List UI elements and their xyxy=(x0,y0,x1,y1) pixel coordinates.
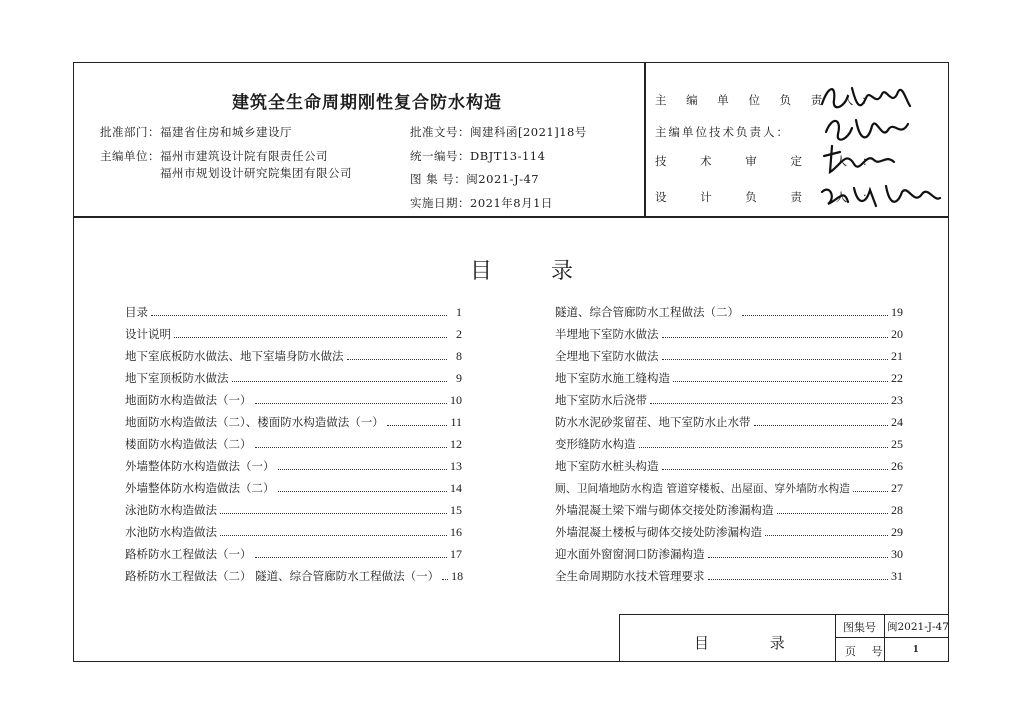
signature-4 xyxy=(818,180,943,212)
toc-dot-leader xyxy=(232,381,448,382)
toc-entry-title: 地面防水构造做法（一） xyxy=(125,393,252,407)
atlas-number: 图 集 号：闽2021-J-47 xyxy=(410,172,540,186)
toc-entry-title: 地下室底板防水做法、地下室墙身防水做法 xyxy=(125,349,344,363)
toc-entry[interactable] xyxy=(555,522,903,540)
toc-entry[interactable] xyxy=(555,478,903,496)
toc-entry[interactable] xyxy=(125,412,462,430)
toc-heading: 目 录 xyxy=(470,259,599,284)
toc-entry-title: 地下室防水施工缝构造 xyxy=(555,371,670,385)
toc-dot-leader xyxy=(765,535,888,536)
atlas-title: 建筑全生命周期刚性复合防水构造 xyxy=(232,93,502,113)
toc-entry[interactable] xyxy=(555,500,903,518)
toc-entry[interactable] xyxy=(555,324,903,342)
chief-tech-head-label: 主编单位技术负责人： xyxy=(655,125,790,139)
toc-entry-page: 21 xyxy=(891,349,903,363)
toc-dot-leader xyxy=(708,557,889,558)
title-block-name: 目 录 xyxy=(694,634,813,652)
title-block-top-rule xyxy=(619,614,949,615)
toc-dot-leader xyxy=(255,557,448,558)
title-block-mid-rule xyxy=(835,637,949,638)
toc-entry-page: 29 xyxy=(891,525,903,539)
toc-entry-title: 全生命周期防水技术管理要求 xyxy=(555,569,705,583)
toc-entry-page: 31 xyxy=(891,569,903,583)
toc-entry[interactable] xyxy=(125,346,462,364)
toc-dot-leader xyxy=(639,447,889,448)
chief-unit-head-label: 主 编 单 位 负 责 人： xyxy=(655,93,881,107)
header-divider xyxy=(644,62,646,217)
toc-entry-title: 变形缝防水构造 xyxy=(555,437,636,451)
toc-dot-leader xyxy=(650,403,888,404)
toc-entry[interactable] xyxy=(125,302,462,320)
toc-entry-title: 外墙整体防水构造做法（一） xyxy=(125,459,275,473)
toc-entry-page: 19 xyxy=(891,305,903,319)
toc-entry[interactable] xyxy=(125,500,462,518)
toc-dot-leader xyxy=(853,491,888,492)
toc-entry-page: 9 xyxy=(456,371,462,385)
toc-entry-title: 路桥防水工程做法（一） xyxy=(125,547,252,561)
toc-dot-leader xyxy=(278,491,448,492)
toc-entry-title: 外墙整体防水构造做法（二） xyxy=(125,481,275,495)
toc-entry-page: 12 xyxy=(450,437,462,451)
toc-dot-leader xyxy=(220,513,447,514)
toc-entry[interactable] xyxy=(555,390,903,408)
toc-entry-title: 水池防水构造做法 xyxy=(125,525,217,539)
toc-entry-page: 22 xyxy=(891,371,903,385)
toc-entry-title: 路桥防水工程做法（二） 隧道、综合管廊防水工程做法（一） xyxy=(125,569,440,583)
toc-entry-page: 8 xyxy=(456,349,462,363)
tech-approver-label: 技 术 审 定 人： xyxy=(655,154,889,168)
editor-label: 主编单位： xyxy=(100,149,160,163)
unified-number: 统一编号：DBJT13-114 xyxy=(410,149,546,163)
toc-entry-page: 23 xyxy=(891,393,903,407)
toc-entry-title: 外墙混凝土楼板与砌体交接处防渗漏构造 xyxy=(555,525,762,539)
atlas-number-value: 闽2021-J-47 xyxy=(887,621,949,633)
toc-entry[interactable] xyxy=(555,346,903,364)
toc-dot-leader xyxy=(662,337,889,338)
toc-dot-leader xyxy=(777,513,889,514)
toc-entry-page: 25 xyxy=(891,437,903,451)
page-number-label: 页 号 xyxy=(845,645,889,658)
toc-entry[interactable] xyxy=(555,302,903,320)
editor-unit-2: 福州市规划设计研究院集团有限公司 xyxy=(160,166,352,180)
toc-entry-title: 外墙混凝土梁下端与砌体交接处防渗漏构造 xyxy=(555,503,774,517)
toc-entry-title: 全埋地下室防水做法 xyxy=(555,349,659,363)
toc-entry-page: 27 xyxy=(891,481,903,495)
toc-entry-title: 厕、卫间墙地防水构造 管道穿楼板、出屋面、穿外墙防水构造 xyxy=(555,482,850,495)
toc-entry-title: 地下室顶板防水做法 xyxy=(125,371,229,385)
toc-dot-leader xyxy=(151,315,447,316)
toc-dot-leader xyxy=(278,469,448,470)
toc-dot-leader xyxy=(754,425,889,426)
toc-entry-page: 13 xyxy=(450,459,462,473)
toc-entry[interactable] xyxy=(125,478,462,496)
toc-entry[interactable] xyxy=(125,324,462,342)
editor-unit-1: 福州市建筑设计院有限责任公司 xyxy=(160,149,328,163)
toc-entry[interactable] xyxy=(125,390,462,408)
toc-entry[interactable] xyxy=(125,566,462,584)
toc-entry[interactable] xyxy=(125,544,462,562)
title-block-left-rule xyxy=(619,614,620,662)
toc-entry-page: 17 xyxy=(450,547,462,561)
toc-entry-title: 半埋地下室防水做法 xyxy=(555,327,659,341)
toc-entry-title: 地下室防水后浇带 xyxy=(555,393,647,407)
toc-entry-title: 隧道、综合管廊防水工程做法（二） xyxy=(555,305,739,319)
toc-dot-leader xyxy=(255,447,448,448)
effective-date: 实施日期：2021年8月1日 xyxy=(410,196,553,210)
toc-dot-leader xyxy=(742,315,888,316)
approval-dept: 福建省住房和城乡建设厅 xyxy=(160,125,292,139)
atlas-number-label: 图集号 xyxy=(843,621,876,634)
toc-entry[interactable] xyxy=(555,368,903,386)
toc-entry-page: 28 xyxy=(891,503,903,517)
toc-dot-leader xyxy=(662,469,889,470)
toc-dot-leader xyxy=(347,359,448,360)
toc-entry-page: 11 xyxy=(450,415,462,429)
toc-entry-title: 地下室防水桩头构造 xyxy=(555,459,659,473)
toc-entry-page: 26 xyxy=(891,459,903,473)
header-bottom-rule xyxy=(73,216,949,218)
page-number-value: 1 xyxy=(913,643,919,655)
toc-entry-title: 泳池防水构造做法 xyxy=(125,503,217,517)
toc-dot-leader xyxy=(220,535,447,536)
toc-entry[interactable] xyxy=(555,456,903,474)
toc-dot-leader xyxy=(255,403,448,404)
toc-entry[interactable] xyxy=(125,456,462,474)
toc-dot-leader xyxy=(174,337,447,338)
toc-entry-page: 1 xyxy=(456,305,462,319)
approval-dept-label: 批准部门： xyxy=(100,125,160,139)
toc-entry-title: 设计说明 xyxy=(125,327,171,341)
toc-dot-leader xyxy=(708,579,889,580)
toc-entry-page: 10 xyxy=(450,393,462,407)
toc-entry-page: 30 xyxy=(891,547,903,561)
toc-dot-leader xyxy=(387,425,447,426)
toc-entry-page: 20 xyxy=(891,327,903,341)
approval-number: 批准文号：闽建科函[2021]18号 xyxy=(410,125,587,139)
toc-entry-page: 15 xyxy=(450,503,462,517)
toc-dot-leader xyxy=(673,381,888,382)
toc-dot-leader xyxy=(662,359,889,360)
toc-entry[interactable] xyxy=(555,412,903,430)
toc-entry[interactable] xyxy=(125,368,462,386)
toc-entry-page: 14 xyxy=(450,481,462,495)
toc-entry-page: 2 xyxy=(456,327,462,341)
toc-entry-title: 防水水泥砂浆留茬、地下室防水止水带 xyxy=(555,415,751,429)
toc-entry[interactable] xyxy=(555,434,903,452)
toc-entry[interactable] xyxy=(125,522,462,540)
toc-entry-title: 迎水面外窗窗洞口防渗漏构造 xyxy=(555,547,705,561)
toc-entry-page: 24 xyxy=(891,415,903,429)
toc-entry[interactable] xyxy=(555,544,903,562)
design-head-label: 设 计 负 责 人： xyxy=(655,190,889,204)
toc-dot-leader xyxy=(442,579,448,580)
toc-entry-title: 目录 xyxy=(125,305,148,319)
toc-entry[interactable] xyxy=(555,566,903,584)
toc-entry-page: 16 xyxy=(450,525,462,539)
toc-entry-title: 地面防水构造做法（二）、楼面防水构造做法（一） xyxy=(125,415,384,429)
toc-entry-page: 18 xyxy=(451,569,464,583)
toc-entry[interactable] xyxy=(125,434,462,452)
signature-3 xyxy=(820,142,900,176)
toc-entry-title: 楼面防水构造做法（二） xyxy=(125,437,252,451)
